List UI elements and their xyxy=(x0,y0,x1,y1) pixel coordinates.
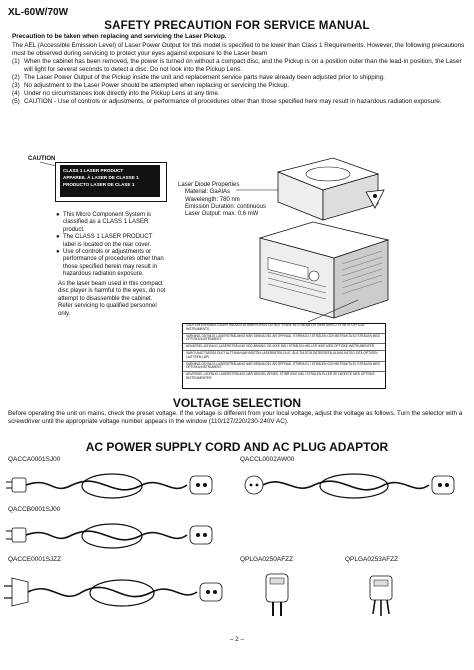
laser-notes-list xyxy=(56,212,166,279)
item-number: (5) xyxy=(12,98,20,106)
unit-illustration xyxy=(238,150,438,330)
warning-text: ADVERSEL-USYNLIG LASERSTRÅLING NÅR DEKSEL ÅPNES. STIRR IKKE INN I STRÅLEN ELLER SE DIREKTE MED OPTISKE INSTRUMENTER. xyxy=(183,371,385,381)
power-cord-c-icon xyxy=(12,516,237,556)
sticker-line: CLASS 1 LASER PRODUCT xyxy=(63,168,124,173)
bullet-icon: ● xyxy=(56,212,60,218)
sticker-line: APPAREIL À LASER DE CLASSE 1 xyxy=(63,175,139,180)
part-code: QACCB0001SJ00 xyxy=(8,506,61,513)
item-number: (2) xyxy=(12,74,20,82)
part-code: QACCE0001SJZZ xyxy=(8,556,62,563)
precaution-item xyxy=(12,58,466,74)
bullet-icon: ● xyxy=(56,249,60,256)
item-text: The Laser Power Output of the Pickup inside the unit and replacement service parts have already been adjusted prior to shipping. xyxy=(24,74,385,82)
item-number: (4) xyxy=(12,90,20,98)
bullet-text: This Micro Component System is classified as a CLASS 1 LASER product. xyxy=(63,212,152,233)
laser-warning-label xyxy=(182,323,386,389)
part-code: QACCL0002AW00 xyxy=(240,456,295,463)
precaution-item xyxy=(12,98,466,106)
warning-text: VARNING-OSYNLIG LASERSTRÅLNING NÄR DENNA DEL ÄR ÖPPNAD. STIRRA EJ I STRÅLEN OCH BETRAKTA EJ STRÅLEN MED OPTISKA INSTRUMENT. xyxy=(183,361,385,371)
warning-text: VARNING-OSYNLIG LASERSTRÅLNING NÄR DENNA DEL ÄR ÖPPNAD. STIRRA EJ I STRÅLEN OCH BETRAKTA EJ STRÅLEN MED OPTISKA INSTRUMENT. xyxy=(183,333,385,343)
plug-adaptor-a-icon xyxy=(258,568,298,623)
power-cord-b-icon xyxy=(244,466,469,506)
list-item xyxy=(56,249,166,279)
beam-warning-text: As the laser beam used in this compact disc player is harmful to the eyes, do not attempt to disassemble the cabinet. Refer servicing to qualified personnel only. xyxy=(58,281,166,317)
page-number: – 2 – xyxy=(229,636,245,643)
precaution-intro: The AEL (Accessible Emission Level) of Laser Power Output for this model is specified to be lower than Class 1 Requirements. However, the following precautions must be observed during servicing to protect your eyes against exposure to the Laser beam xyxy=(12,42,465,58)
power-cord-a-icon xyxy=(12,466,237,506)
voltage-instructions: Before operating the unit on mains, check the preset voltage. If the voltage is different from your local voltage, adjust the voltage as follows. Turn the selector with a screwdriver until the appropriate voltage number appears in the window (110/127/220/230-240V AC). xyxy=(8,410,463,426)
warning-text: CAUTION-INVISIBLE LASER RADIATION WHEN OPEN. DO NOT STARE INTO BEAM OR VIEW DIRECTLY WITH OPTICAL INSTRUMENTS. xyxy=(186,323,365,331)
item-text: Under no circumstances look directly into the Pickup Lens at any time. xyxy=(24,90,220,98)
voltage-section-title: VOLTAGE SELECTION xyxy=(172,396,302,410)
list-item xyxy=(56,212,166,234)
item-text: No adjustment to the Laser Power should be attempted when replacing or servicing the Pickup. xyxy=(24,82,289,90)
property-line: Material: GaAlAs xyxy=(185,189,231,196)
ac-cord-section-title: AC POWER SUPPLY CORD AND AC PLUG ADAPTOR xyxy=(85,440,389,454)
item-number: (1) xyxy=(12,58,20,65)
property-line: Laser Output: max. 0.6 mW xyxy=(185,211,259,218)
bullet-text: The CLASS 1 LASER PRODUCT label is located on the rear cover. xyxy=(63,234,153,248)
part-code: QPLGA0250AFZZ xyxy=(240,556,294,563)
precaution-item xyxy=(12,90,466,98)
properties-heading: Laser Diode Properties xyxy=(178,182,240,188)
part-code: QPLGA0253AFZZ xyxy=(345,556,399,563)
model-number: XL-60W/70W xyxy=(8,7,69,18)
sticker-line: PRODUCTO LASER DE CLASE 1 xyxy=(63,182,135,187)
bullet-icon: ● xyxy=(56,234,60,241)
page-title: SAFETY PRECAUTION FOR SERVICE MANUAL xyxy=(104,20,370,32)
plug-adaptor-b-icon xyxy=(362,568,402,623)
list-item xyxy=(56,234,166,249)
bullet-text: Use of controls or adjustments or performance of procedures other than those specified herein may result in hazardous radiation exposure. xyxy=(63,249,164,278)
property-line: Wavelength: 780 nm xyxy=(185,196,240,203)
precaution-subheading: Precaution to be taken when replacing and servicing the Laser Pickup. xyxy=(12,33,227,40)
part-code: QACCA0001SJ00 xyxy=(8,456,61,463)
caution-label: CAUTION xyxy=(28,156,56,162)
item-text: CAUTION - Use of controls or adjustments, or performance of procedures other than those specified here may result in hazardous radiation exposure. xyxy=(24,98,442,106)
warning-text: VARO! AVATTAESSA OLET ALTTIINA NÄKYMÄTÖN LASERSÄTEILYLLE. ÄLÄ TUIJOTA SÄTEESEEN ÄLÄKÄ KATSO SITÄ OPTISEN LAITTEEN LÄPI. xyxy=(183,350,385,360)
power-cord-d-icon xyxy=(12,568,237,618)
precaution-list xyxy=(12,58,466,107)
property-line: Emission Duration: continuous xyxy=(185,203,267,210)
item-number: (3) xyxy=(12,82,20,90)
warning-text: ADVARSEL-USYNLIG LASERSTRÅLING VED ÅBNING. SE IKKE IND I STRÅLEN-HELLER IKKE MED OPTISKE INSTRUMENTER. xyxy=(183,343,385,349)
item-text: When the cabinet has been removed, the power is turned on without a compact disc, and the Pickup is on a position outer than the lead-in position, the Laser will light for several seconds to detect a disc. Do not look into the Pickup Lens. xyxy=(24,58,462,74)
precaution-item xyxy=(12,82,466,90)
laser-class-sticker-text xyxy=(60,165,160,197)
precaution-item xyxy=(12,74,466,82)
